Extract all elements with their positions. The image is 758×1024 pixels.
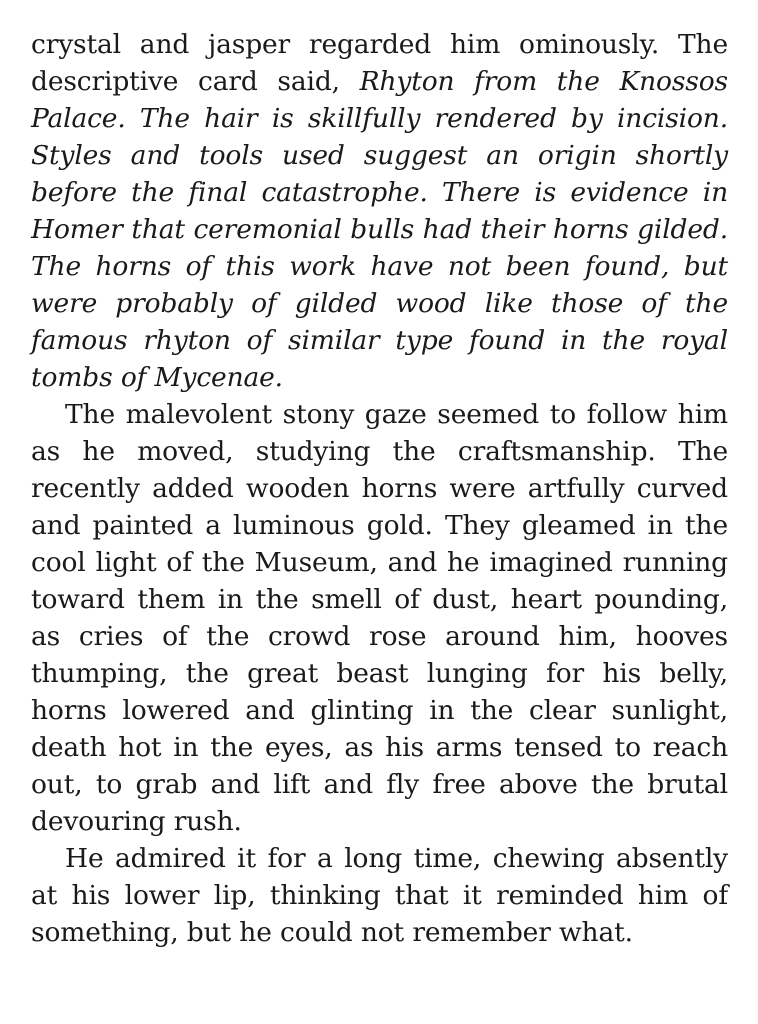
paragraph-lead-text: crystal and jasper regarded him ominously. The descriptive card said, xyxy=(31,29,728,97)
paragraph-admired: He admired it for a long time, chewing absently at his lower lip, thinking that it reminded him of something, but he could not remember what. xyxy=(31,843,728,948)
descriptive-card-italic-text: Rhyton from the Knossos Palace. The hair is skillfully rendered by incision. Styles and tools used suggest an origin shortly before the final catastrophe. There is evidence in Homer that ceremonial bulls had their horns gilded. The horns of this work have not been found, but were probably of gilded wood like those of the famous rhyton of similar type found in the royal tombs of Mycenae. xyxy=(31,66,728,393)
paragraph-stony-gaze: The malevolent stony gaze seemed to follow him as he moved, studying the craftsmanship. The recently added wooden horns were artfully curved and painted a luminous gold. They gleamed in the cool light of the Museum, and he imagined running toward them in the smell of dust, heart pounding, as cries of the crowd rose around him, hooves thumping, the great beast lunging for his belly, horns lowered and glinting in the clear sunlight, death hot in the eyes, as his arms tensed to reach out, to grab and lift and fly free above the brutal devouring rush. xyxy=(31,399,728,837)
book-page-text xyxy=(31,26,728,951)
paragraph-museum-card xyxy=(31,26,728,396)
